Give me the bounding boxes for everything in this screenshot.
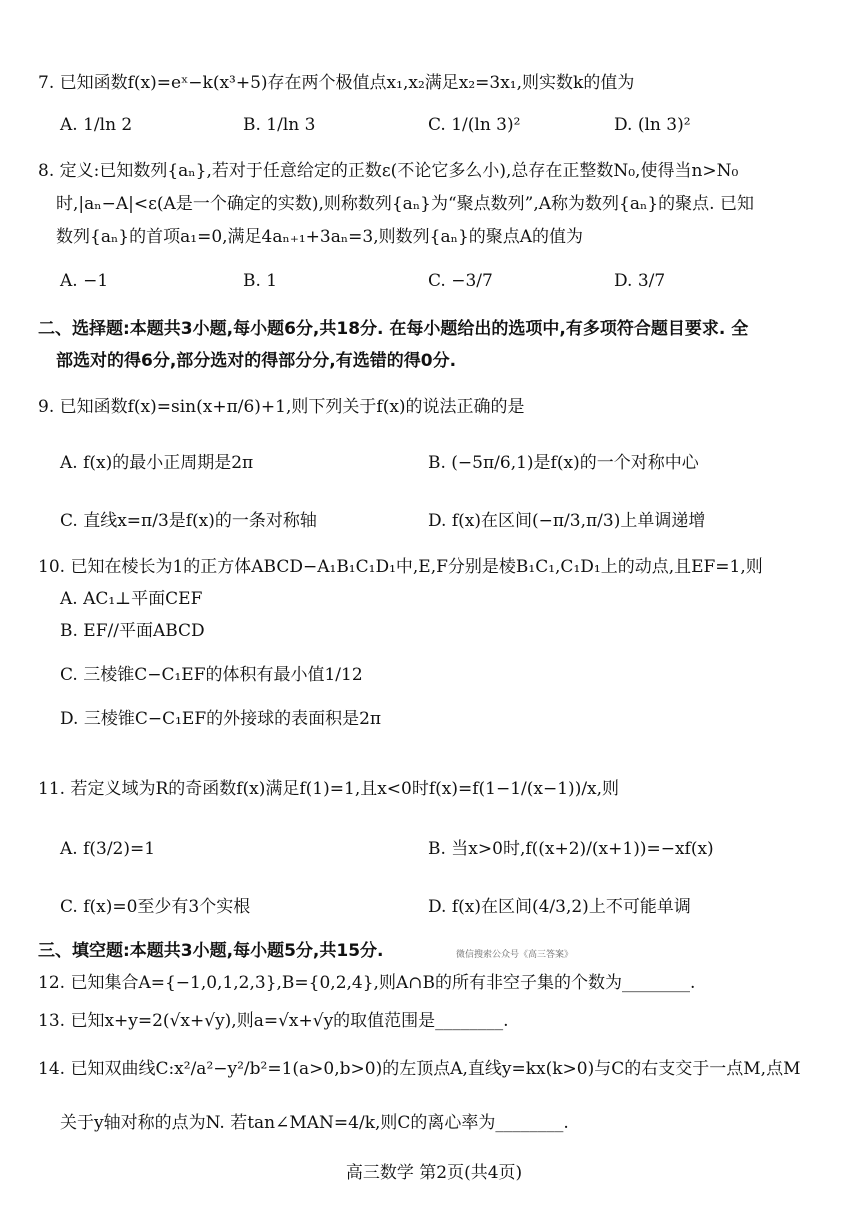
section2-heading-line2: 部选对的得6分,部分选对的得部分分,有选错的得0分. [56,351,457,371]
q8-stem-line3: 数列{aₙ}的首项a₁=0,满足4aₙ₊₁+3aₙ=3,则数列{aₙ}的聚点A的值为 [56,227,584,247]
q7-option-a: A. 1/ln 2 [60,115,133,135]
q9-option-c: C. 直线x=π/3是f(x)的一条对称轴 [60,511,317,531]
q8-option-d: D. 3/7 [614,271,666,291]
q7-option-c: C. 1/(ln 3)² [428,115,521,135]
q10-option-b: B. EF//平面ABCD [60,621,205,641]
q7-option-d: D. (ln 3)² [614,115,691,135]
q11-option-d: D. f(x)在区间(4/3,2)上不可能单调 [428,897,691,917]
watermark-text: 微信搜索公众号《高三答案》 [456,950,574,960]
q10-option-c: C. 三棱锥C−C₁EF的体积有最小值1/12 [60,665,363,685]
q9-option-a: A. f(x)的最小正周期是2π [60,453,254,473]
section2-heading-line1: 二、选择题:本题共3小题,每小题6分,共18分. 在每小题给出的选项中,有多项符合题目要求. 全 [38,319,749,339]
q8-stem-line1: 8. 定义:已知数列{aₙ},若对于任意给定的正数ε(不论它多么小),总存在正整数N₀,使得当n>N₀ [38,161,739,181]
q14-stem-line2: 关于y轴对称的点为N. 若tan∠MAN=4/k,则C的离心率为________. [60,1113,569,1133]
q7-option-b: B. 1/ln 3 [243,115,316,135]
q11-option-b: B. 当x>0时,f((x+2)/(x+1))=−xf(x) [428,839,714,859]
page-footer: 高三数学 第2页(共4页) [345,1163,523,1183]
section3-heading: 三、填空题:本题共3小题,每小题5分,共15分. [38,941,384,961]
q10-stem: 10. 已知在棱长为1的正方体ABCD−A₁B₁C₁D₁中,E,F分别是棱B₁C₁,C₁D₁上的动点,且EF=1,则 [38,557,763,577]
q9-option-b: B. (−5π/6,1)是f(x)的一个对称中心 [428,453,699,473]
q9-stem: 9. 已知函数f(x)=sin(x+π/6)+1,则下列关于f(x)的说法正确的是 [38,397,525,417]
q13-stem: 13. 已知x+y=2(√x+√y),则a=√x+√y的取值范围是________. [38,1011,509,1031]
q7-stem: 7. 已知函数f(x)=eˣ−k(x³+5)存在两个极值点x₁,x₂满足x₂=3x₁,则实数k的值为 [38,73,635,93]
q11-option-c: C. f(x)=0至少有3个实根 [60,897,251,917]
q8-option-c: C. −3/7 [428,271,493,291]
q11-option-a: A. f(3/2)=1 [60,839,156,859]
q11-stem: 11. 若定义域为R的奇函数f(x)满足f(1)=1,且x<0时f(x)=f(1−1/(x−1))/x,则 [38,779,620,799]
q12-stem: 12. 已知集合A={−1,0,1,2,3},B={0,2,4},则A∩B的所有非空子集的个数为________. [38,973,696,993]
q10-option-d: D. 三棱锥C−C₁EF的外接球的表面积是2π [60,709,382,729]
q9-option-d: D. f(x)在区间(−π/3,π/3)上单调递增 [428,511,706,531]
q14-stem-line1: 14. 已知双曲线C:x²/a²−y²/b²=1(a>0,b>0)的左顶点A,直线y=kx(k>0)与C的右支交于一点M,点M [38,1059,801,1079]
q8-stem-line2: 时,|aₙ−A|<ε(A是一个确定的实数),则称数列{aₙ}为“聚点数列”,A称为数列{aₙ}的聚点. 已知 [56,194,754,214]
q10-option-a: A. AC₁⊥平面CEF [60,589,203,609]
q8-option-a: A. −1 [60,271,109,291]
q8-option-b: B. 1 [243,271,278,291]
